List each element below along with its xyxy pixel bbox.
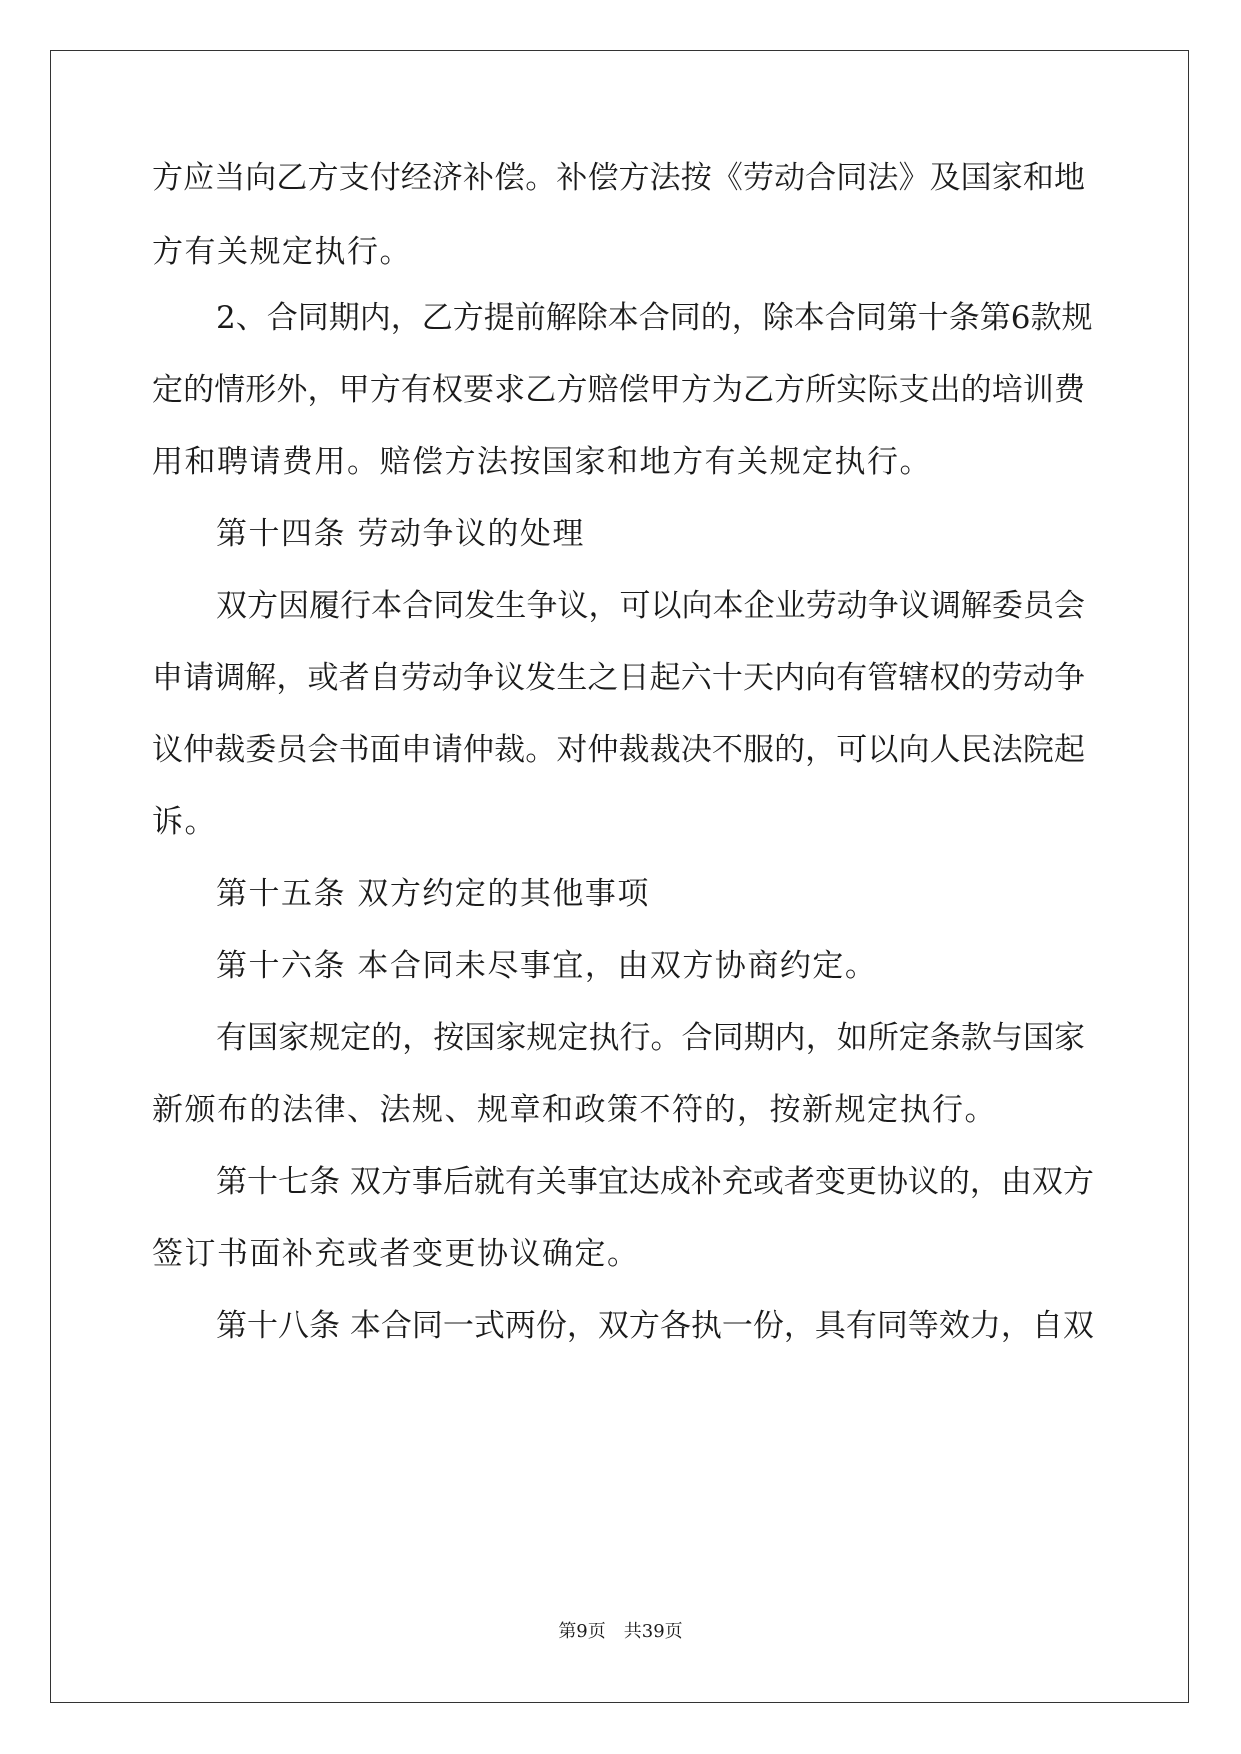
section-heading: 第十八条 本合同一式两份，双方各执一份，具有同等效力，自双: [216, 1308, 1094, 1344]
text-line: 方应当向乙方支付经济补偿。补偿方法按《劳动合同法》及国家和地: [152, 160, 1085, 196]
page-number: 第9页: [558, 1621, 606, 1642]
text-line: 方有关规定执行。: [152, 234, 412, 270]
text-line: 诉。: [152, 804, 217, 840]
text-line: 议仲裁委员会书面申请仲裁。对仲裁裁决不服的，可以向人民法院起: [152, 732, 1085, 768]
section-heading: 第十四条 劳动争议的处理: [216, 516, 585, 552]
text-line: 有国家规定的，按国家规定执行。合同期内，如所定条款与国家: [216, 1020, 1085, 1056]
text-line: 申请调解，或者自劳动争议发生之日起六十天内向有管辖权的劳动争: [152, 660, 1085, 696]
section-heading: 第十五条 双方约定的其他事项: [216, 876, 650, 912]
text-line: 双方因履行本合同发生争议，可以向本企业劳动争议调解委员会: [216, 588, 1085, 624]
text-line: 2、合同期内，乙方提前解除本合同的，除本合同第十条第6款规: [216, 300, 1093, 336]
text-line: 新颁布的法律、法规、规章和政策不符的，按新规定执行。: [152, 1092, 997, 1128]
page-total: 共39页: [623, 1621, 683, 1642]
page-footer: [0, 1620, 1241, 1644]
text-line: 用和聘请费用。赔偿方法按国家和地方有关规定执行。: [152, 444, 932, 480]
section-heading: 第十六条 本合同未尽事宜，由双方协商约定。: [216, 948, 878, 984]
section-heading: 第十七条 双方事后就有关事宜达成补充或者变更协议的，由双方: [216, 1164, 1094, 1200]
text-line: 定的情形外，甲方有权要求乙方赔偿甲方为乙方所实际支出的培训费: [152, 372, 1085, 408]
text-line: 签订书面补充或者变更协议确定。: [152, 1236, 640, 1272]
